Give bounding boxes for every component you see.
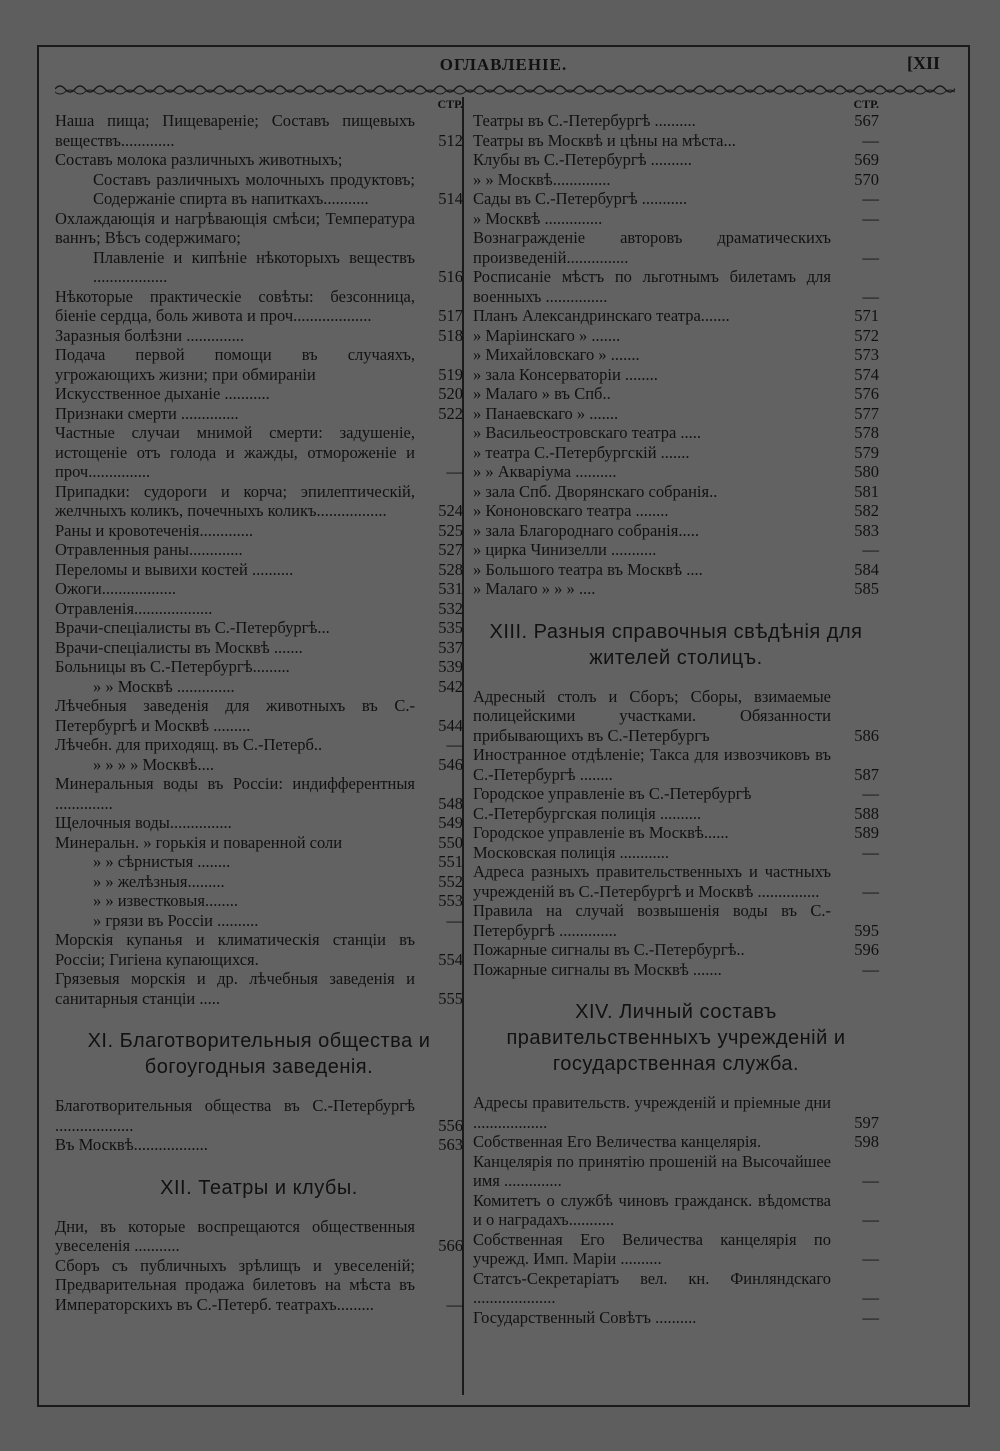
- toc-entry: [55, 813, 463, 833]
- toc-entry-page: —: [446, 462, 463, 481]
- toc-entry-text: » цирка Чинизелли ...........: [473, 540, 657, 559]
- toc-entry-page: 542: [438, 676, 463, 696]
- toc-entry-page: —: [862, 189, 879, 208]
- toc-entry-text: Канцелярія по принятію прошеній на Высочайшее имя ..............: [473, 1151, 831, 1190]
- toc-entry: [473, 365, 879, 385]
- toc-entry: [55, 911, 463, 931]
- toc-entry: [55, 657, 463, 677]
- toc-entry: [55, 930, 463, 969]
- toc-entry-page: 573: [854, 345, 879, 364]
- toc-entry-text: Врачи-спеціалисты въ Москвѣ .......: [55, 637, 303, 657]
- toc-entry-page: —: [862, 208, 879, 228]
- toc-entry-text: » » Акваріума ..........: [473, 462, 617, 481]
- toc-entry: [55, 560, 463, 580]
- toc-entry-page: —: [446, 735, 463, 754]
- toc-entry: [55, 696, 463, 735]
- toc-entry-page: 582: [854, 501, 879, 520]
- toc-entry: [55, 482, 463, 521]
- toc-entry-text: Припадки: судороги и корча; эпилептическій, желчныхъ коликъ, почечныхъ коликъ.................: [55, 481, 415, 520]
- toc-entry: [473, 862, 879, 901]
- toc-entry-page: 514: [438, 189, 463, 208]
- toc-entry: [473, 745, 879, 784]
- book-page: [37, 45, 970, 1407]
- toc-entry: [473, 540, 879, 560]
- toc-entry-text: Комитетъ о службѣ чиновъ гражданск. вѣдомства и о наградахъ...........: [473, 1190, 831, 1229]
- toc-entry: [55, 1096, 463, 1135]
- toc-entry-page: 518: [438, 325, 463, 345]
- toc-entry: [473, 326, 879, 346]
- page-column-label: СТР.: [853, 97, 879, 111]
- toc-entry: [473, 1093, 879, 1132]
- toc-entry-page: 572: [854, 325, 879, 345]
- toc-entry-page: —: [862, 540, 879, 559]
- toc-entry: [55, 872, 463, 892]
- toc-entry: [55, 969, 463, 1008]
- toc-entry-page: 583: [854, 520, 879, 540]
- section-heading: XII. Театры и клубы.: [160, 1176, 358, 1199]
- toc-entry-text: Лѣчебныя заведенія для животныхъ въ С.-Петербургѣ и Москвѣ .........: [55, 696, 415, 735]
- toc-entry-page: 589: [854, 823, 879, 842]
- toc-entry-text: Собственная Его Величества канцелярія.: [473, 1132, 762, 1151]
- toc-entry-text: Частные случаи мнимой смерти: задушеніе, истощеніе отъ голода и жажды, отмороженіе и проч...............: [55, 423, 415, 481]
- toc-entry-page: 571: [854, 306, 879, 325]
- toc-entry-page: 578: [854, 423, 879, 442]
- toc-entry: [473, 940, 879, 960]
- toc-entry-page: 584: [854, 559, 879, 579]
- section-heading: XIV. Личный составъ правительственныхъ учрежденій и государственная служба.: [506, 1001, 846, 1075]
- toc-entry-text: Сады въ С.-Петербургѣ ...........: [473, 189, 688, 208]
- toc-entry-text: » » желѣзныя.........: [93, 871, 225, 891]
- toc-entry-text: Врачи-спеціалисты въ С.-Петербургѣ...: [55, 618, 330, 637]
- toc-entry: [473, 482, 879, 502]
- page-title: ОГЛАВЛЕНІЕ.: [439, 55, 568, 74]
- toc-entry-page: 551: [438, 852, 463, 871]
- toc-entry: [55, 521, 463, 541]
- toc-entry-page: —: [862, 784, 879, 803]
- toc-entry-page: 570: [854, 169, 879, 189]
- wavy-rule-ornament: [55, 80, 955, 98]
- toc-entry: [473, 1152, 879, 1191]
- toc-entry-text: » Москвѣ ..............: [473, 208, 603, 228]
- toc-entry-page: 535: [438, 618, 463, 637]
- toc-entry-text: Театры въ Москвѣ и цѣны на мѣста...: [473, 130, 736, 150]
- toc-entry-page: 569: [854, 150, 879, 169]
- toc-entry-text: Московская полиція ............: [473, 842, 670, 862]
- toc-entry: [473, 1308, 879, 1328]
- toc-entry-text: Морскія купанья и климатическія станціи въ Россіи; Гигіена купающихся.: [55, 930, 415, 969]
- toc-entry-text: Росписаніе мѣстъ по льготнымъ билетамъ для военныхъ ...............: [473, 267, 831, 306]
- toc-entry-text: Минеральн. » горькія и поваренной соли: [55, 832, 343, 852]
- toc-entry: [55, 345, 463, 384]
- toc-entry-text: Дни, въ которые воспрещаются общественныя увеселенія ...........: [55, 1216, 415, 1255]
- toc-entry-text: Сборъ съ публичныхъ зрѣлищъ и увеселеній; Предварительная продажа билетовъ на мѣста въ Императорскихъ въ С.-Петерб. театрахъ.........: [55, 1255, 415, 1314]
- toc-entry: [55, 1217, 463, 1256]
- page-column-label: СТР.: [437, 97, 463, 111]
- toc-entry-page: 555: [438, 988, 463, 1008]
- toc-entry-text: Подача первой помощи въ случаяхъ, угрожающихъ жизни; при обмираніи: [55, 345, 415, 384]
- toc-entry-page: 517: [438, 306, 463, 325]
- toc-entry: [55, 1135, 463, 1155]
- toc-entry-text: Плавленіе и кипѣніе нѣкоторыхъ веществъ ..................: [93, 247, 415, 286]
- toc-entry-text: Адреса разныхъ правительственныхъ и частныхъ учрежденій въ С.-Петербургѣ и Москвѣ ...............: [473, 862, 831, 901]
- toc-entry-page: 554: [438, 949, 463, 969]
- toc-entry-page: 537: [438, 637, 463, 657]
- toc-entry: [473, 687, 879, 746]
- toc-entry-page: 588: [854, 803, 879, 823]
- toc-entry: [473, 423, 879, 443]
- toc-entry: [55, 599, 463, 619]
- toc-entry-page: 532: [438, 598, 463, 618]
- toc-entry-page: —: [446, 910, 463, 930]
- toc-entry: [473, 579, 879, 599]
- toc-entry-text: » » Москвѣ ..............: [93, 676, 235, 696]
- toc-entry-text: Раны и кровотеченія.............: [55, 520, 254, 540]
- toc-entry: [473, 823, 879, 843]
- toc-entry-page: 519: [438, 364, 463, 384]
- toc-entry-text: » грязи въ Россіи ..........: [93, 910, 259, 930]
- toc-entry-text: Наша пища; Пищевареніе; Составъ пищевыхъ веществъ.............: [55, 111, 415, 150]
- toc-entry-text: Собственная Его Величества канцелярія по учрежд. Имп. Маріи ..........: [473, 1229, 831, 1268]
- section-heading: XIII. Разныя справочныя свѣдѣнія для жителей столицъ.: [489, 620, 863, 669]
- toc-entry-page: 581: [854, 481, 879, 501]
- toc-entry-text: » театра С.-Петербургскій .......: [473, 442, 690, 462]
- toc-entry: [55, 579, 463, 599]
- toc-entry-page: 586: [854, 725, 879, 745]
- toc-entry-page: 598: [854, 1132, 879, 1151]
- toc-column-left: [55, 97, 463, 1314]
- toc-entry: [473, 209, 879, 229]
- toc-entry-text: Адресный столъ и Сборъ; Сборы, взимаемые полицейскими участками. Обязанности прибывающихъ въ С.-Петербургъ: [473, 686, 831, 745]
- toc-entry-page: 548: [438, 793, 463, 813]
- toc-entry-text: Составъ различныхъ молочныхъ продуктовъ; Содержаніе спирта въ напиткахъ...........: [93, 169, 415, 208]
- toc-entry: [473, 306, 879, 326]
- toc-entry-text: Отравленныя раны.............: [55, 540, 243, 559]
- toc-entry-text: » » Москвѣ..............: [473, 169, 611, 189]
- toc-entry-text: Щелочныя воды...............: [55, 813, 232, 832]
- toc-entry-page: 587: [854, 764, 879, 784]
- toc-entry-text: Городское управленіе въ Москвѣ......: [473, 823, 729, 842]
- toc-entry-page: —: [862, 959, 879, 979]
- toc-entry-text: Городское управленіе въ С.-Петербургѣ: [473, 784, 752, 803]
- toc-entry-text: Въ Москвѣ..................: [55, 1135, 208, 1154]
- toc-entry: [55, 423, 463, 482]
- toc-entry-text: Больницы въ С.-Петербургѣ.........: [55, 657, 290, 676]
- toc-entry-page: 525: [438, 520, 463, 540]
- toc-entry-text: С.-Петербургская полиція ..........: [473, 803, 702, 823]
- toc-entry: [55, 326, 463, 346]
- toc-entry-page: —: [862, 842, 879, 862]
- toc-entry-text: » Панаевскаго » .......: [473, 403, 619, 423]
- toc-entry-page: 577: [854, 403, 879, 423]
- toc-entry-page: 546: [438, 754, 463, 774]
- toc-entry-text: Охлаждающія и нагрѣвающія смѣси; Температура ваннъ; Вѣсъ содержимаго;: [55, 208, 415, 247]
- page-number: [XII: [906, 53, 940, 73]
- toc-entry-page: 556: [438, 1115, 463, 1135]
- toc-entry-text: Пожарные сигналы въ Москвѣ .......: [473, 959, 722, 979]
- toc-entry: [473, 443, 879, 463]
- toc-entry-text: Минеральныя воды въ Россіи: индифферентныя ..............: [55, 774, 415, 813]
- toc-entry-text: Статсъ-Секретаріатъ вел. кн. Финляндскаго ....................: [473, 1268, 831, 1307]
- toc-entry-text: » зала Спб. Дворянскаго собранія..: [473, 481, 718, 501]
- toc-entry-page: 596: [854, 940, 879, 959]
- toc-entry: [473, 228, 879, 267]
- toc-entry-page: 549: [438, 813, 463, 832]
- toc-entry: [473, 267, 879, 306]
- toc-entry-page: 579: [854, 442, 879, 462]
- toc-entry-page: —: [862, 130, 879, 150]
- toc-entry: [473, 384, 879, 404]
- toc-column-right: [473, 97, 879, 1327]
- toc-entry: [55, 248, 463, 287]
- toc-entry-page: 580: [854, 462, 879, 481]
- toc-entry-text: Благотворительныя общества въ С.-Петербургѣ ...................: [55, 1096, 415, 1135]
- toc-entry-page: 576: [854, 384, 879, 403]
- toc-entry: [55, 287, 463, 326]
- toc-entry-text: Вознагражденіе авторовъ драматическихъ произведеній...............: [473, 228, 831, 267]
- toc-entry-page: 531: [438, 579, 463, 598]
- toc-entry-page: —: [862, 1210, 879, 1229]
- toc-entry: [55, 735, 463, 755]
- toc-entry-text: » Малаго » » » ....: [473, 579, 596, 598]
- toc-entry: [473, 901, 879, 940]
- toc-entry: [473, 189, 879, 209]
- toc-entry-page: 516: [438, 267, 463, 286]
- toc-entry: [473, 784, 879, 804]
- toc-entry-text: » зала Благороднаго собранія.....: [473, 520, 699, 540]
- toc-entry: [55, 150, 463, 170]
- toc-entry: [473, 170, 879, 190]
- toc-entry-page: 528: [438, 559, 463, 579]
- toc-entry-page: 522: [438, 403, 463, 423]
- toc-entry: [55, 774, 463, 813]
- toc-entry-page: 597: [854, 1112, 879, 1132]
- toc-entry-text: Признаки смерти ..............: [55, 403, 239, 423]
- toc-entry-page: 520: [438, 384, 463, 403]
- toc-entry: [55, 638, 463, 658]
- toc-entry-text: Переломы и вывихи костей ..........: [55, 559, 294, 579]
- toc-entry-page: 539: [438, 657, 463, 676]
- toc-entry: [473, 804, 879, 824]
- toc-entry: [55, 384, 463, 404]
- toc-entry: [55, 209, 463, 248]
- toc-entry-text: Иностранное отдѣленіе; Такса для извозчиковъ въ С.-Петербургѣ ........: [473, 745, 831, 784]
- toc-entry-text: Лѣчебн. для приходящ. въ С.-Петерб..: [55, 735, 323, 754]
- toc-entry-page: 595: [854, 920, 879, 940]
- section-heading: XI. Благотворительныя общества и богоугодныя заведенія.: [87, 1030, 431, 1078]
- toc-entry: [55, 170, 463, 209]
- toc-entry-page: 563: [438, 1135, 463, 1154]
- toc-entry: [55, 618, 463, 638]
- toc-entry-text: » Маріинскаго » .......: [473, 325, 621, 345]
- toc-entry-text: Адресы правительств. учрежденій и пріемные дни ..................: [473, 1093, 831, 1132]
- toc-entry: [55, 111, 463, 150]
- toc-entry: [55, 540, 463, 560]
- toc-entry: [473, 1191, 879, 1230]
- toc-entry-text: » Малаго » въ Спб..: [473, 384, 611, 403]
- toc-entry-text: » » » » Москвѣ....: [93, 754, 215, 774]
- toc-entry-page: —: [862, 1288, 879, 1307]
- toc-entry-text: Грязевыя морскія и др. лѣчебныя заведенія и санитарныя станціи .....: [55, 969, 415, 1008]
- toc-entry-text: » Васильеостровскаго театра .....: [473, 423, 702, 442]
- toc-entry-text: Нѣкоторые практическіе совѣты: безсонница, біеніе сердца, боль живота и проч...................: [55, 286, 415, 325]
- toc-entry-page: —: [862, 247, 879, 267]
- toc-entry-page: —: [446, 1294, 463, 1314]
- toc-entry-text: Заразныя болѣзни ..............: [55, 325, 244, 345]
- toc-entry-text: Составъ молока различныхъ животныхъ;: [55, 150, 343, 169]
- toc-entry-text: » » известковыя........: [93, 891, 238, 910]
- toc-entry: [473, 843, 879, 863]
- toc-entry-text: Искусственное дыханіе ...........: [55, 384, 270, 403]
- toc-entry-page: —: [862, 1171, 879, 1190]
- toc-entry: [473, 560, 879, 580]
- toc-entry: [473, 1269, 879, 1308]
- toc-entry-page: 567: [854, 111, 879, 130]
- toc-entry-page: 527: [438, 540, 463, 559]
- toc-entry-text: Клубы въ С.-Петербургѣ ..........: [473, 150, 692, 169]
- toc-entry: [473, 111, 879, 131]
- toc-entry: [473, 960, 879, 980]
- toc-entry-page: 566: [438, 1236, 463, 1255]
- toc-entry-page: 553: [438, 891, 463, 910]
- toc-entry-text: Отравленія...................: [55, 598, 213, 618]
- toc-entry-text: » Михайловскаго » .......: [473, 345, 640, 364]
- toc-entry: [55, 891, 463, 911]
- toc-entry-page: —: [862, 881, 879, 901]
- toc-entry-text: Ожоги..................: [55, 579, 177, 598]
- toc-entry: [473, 404, 879, 424]
- toc-entry-text: » » сѣрнистыя ........: [93, 852, 231, 871]
- toc-entry-page: 512: [438, 130, 463, 150]
- toc-entry: [473, 521, 879, 541]
- toc-entry: [55, 852, 463, 872]
- toc-entry-page: 550: [438, 832, 463, 852]
- toc-entry-page: 585: [854, 579, 879, 598]
- toc-entry: [55, 755, 463, 775]
- toc-entry: [473, 501, 879, 521]
- toc-entry-text: » Большого театра въ Москвѣ ....: [473, 559, 703, 579]
- toc-entry: [473, 150, 879, 170]
- toc-entry-page: 524: [438, 501, 463, 520]
- toc-entry-text: Государственный Совѣтъ ..........: [473, 1307, 697, 1327]
- toc-entry-text: » Кононовскаго театра ........: [473, 501, 669, 520]
- toc-entry: [55, 1256, 463, 1315]
- toc-entry-text: Планъ Александринскаго театра.......: [473, 306, 730, 325]
- toc-entry-text: Правила на случай возвышенія воды въ С.-Петербургѣ ..............: [473, 901, 831, 940]
- toc-entry-page: 552: [438, 871, 463, 891]
- toc-entry: [473, 1132, 879, 1152]
- toc-entry-text: Пожарные сигналы въ С.-Петербургѣ..: [473, 940, 745, 959]
- toc-entry-page: —: [862, 1249, 879, 1268]
- toc-entry: [473, 1230, 879, 1269]
- toc-entry: [473, 131, 879, 151]
- toc-entry: [473, 462, 879, 482]
- toc-entry: [55, 677, 463, 697]
- toc-entry: [55, 404, 463, 424]
- toc-entry-text: » зала Консерваторіи ........: [473, 364, 658, 384]
- toc-entry-page: —: [862, 286, 879, 306]
- toc-entry-page: 574: [854, 364, 879, 384]
- toc-entry: [55, 833, 463, 853]
- toc-entry: [473, 345, 879, 365]
- toc-entry-text: Театры въ С.-Петербургѣ ..........: [473, 111, 696, 130]
- toc-entry-page: 544: [438, 715, 463, 735]
- toc-entry-page: —: [862, 1307, 879, 1327]
